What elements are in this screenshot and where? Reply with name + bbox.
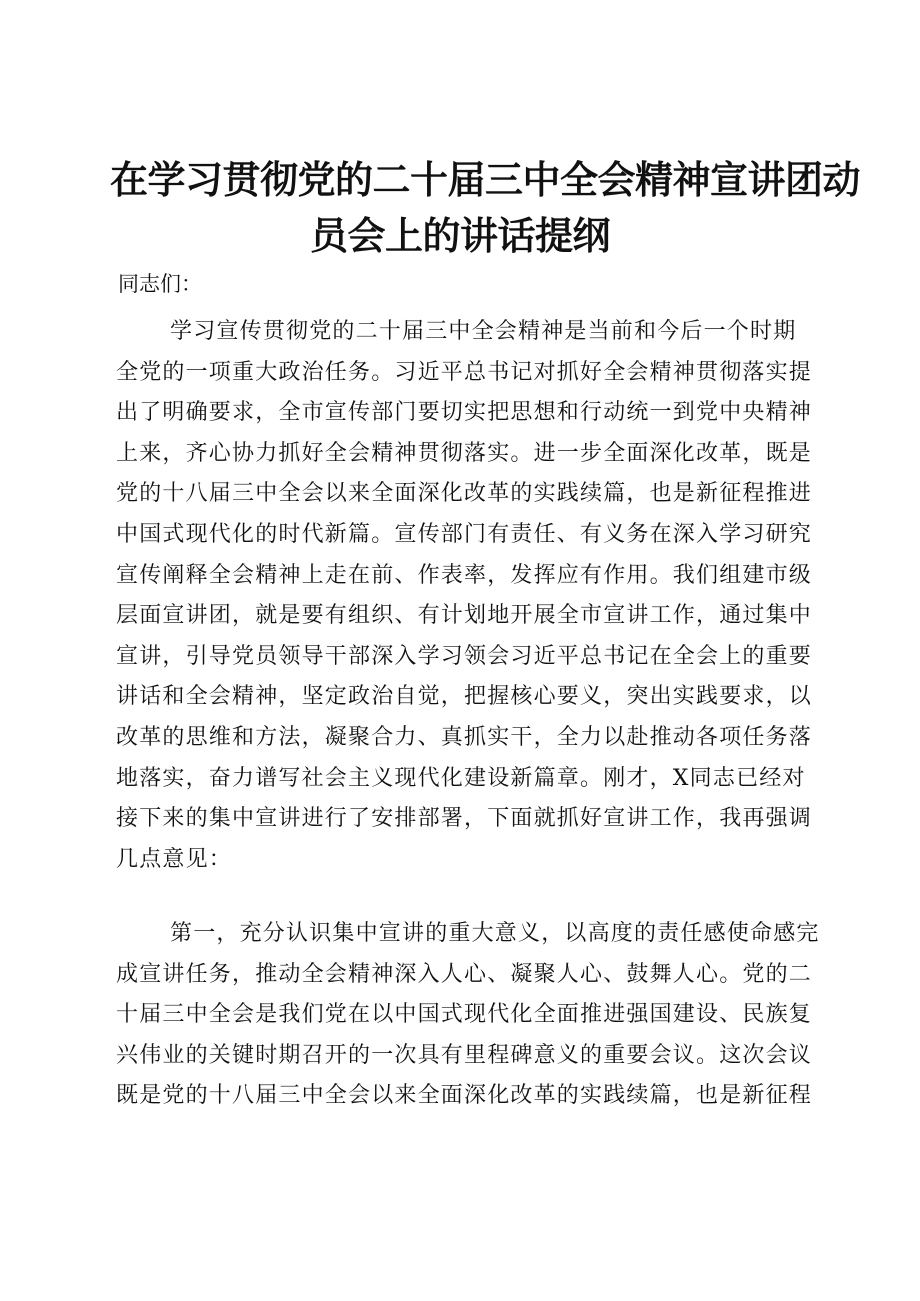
paragraph-line: 兴伟业的关键时期召开的一次具有里程碑意义的重要会议。这次会议 — [116, 1042, 813, 1068]
paragraph-line: 全党的一项重大政治任务。习近平总书记对抓好全会精神贯彻落实提 — [116, 359, 813, 385]
paragraph-line: 十届三中全会是我们党在以中国式现代化全面推进强国建设、民族复 — [116, 1002, 813, 1028]
body-paragraph — [116, 312, 816, 880]
paragraph-line: 党的十八届三中全会以来全面深化改革的实践续篇，也是新征程推进 — [116, 481, 813, 507]
paragraph-line: 上来，齐心协力抓好全会精神贯彻落实。进一步全面深化改革，既是 — [116, 440, 813, 466]
paragraph-line: 层面宣讲团，就是要有组织、有计划地开展全市宣讲工作，通过集中 — [116, 603, 813, 629]
paragraph-line: 改革的思维和方法，凝聚合力、真抓实干，全力以赴推动各项任务落 — [116, 724, 813, 750]
paragraph-line: 几点意见： — [116, 846, 233, 872]
body-paragraph — [116, 914, 820, 1117]
paragraph-line: 出了明确要求，全市宣传部门要切实把思想和行动统一到党中央精神 — [116, 400, 813, 426]
paragraph-line: 接下来的集中宣讲进行了安排部署，下面就抓好宣讲工作，我再强调 — [116, 806, 813, 832]
paragraph-line: 既是党的十八届三中全会以来全面深化改革的实践续篇，也是新征程 — [116, 1083, 813, 1109]
paragraph-line: 宣讲，引导党员领导干部深入学习领会习近平总书记在全会上的重要 — [116, 643, 813, 669]
paragraph-line: 宣传阐释全会精神上走在前、作表率，发挥应有作用。我们组建市级 — [116, 562, 813, 588]
paragraph-line: 学习宣传贯彻党的二十届三中全会精神是当前和今后一个时期 — [170, 319, 797, 344]
title-line: 在学习贯彻党的二十届三中全会精神宣讲团动 — [110, 158, 861, 202]
paragraph-line: 讲话和全会精神，坚定政治自觉，把握核心要义，突出实践要求，以 — [116, 684, 813, 710]
paragraph-line: 地落实，奋力谱写社会主义现代化建设新篇章。刚才，X同志已经对 — [116, 765, 806, 791]
paragraph-line: 成宣讲任务，推动全会精神深入人心、凝聚人心、鼓舞人心。党的二 — [116, 961, 813, 987]
paragraph-line: 第一，充分认识集中宣讲的重大意义，以高度的责任感使命感完 — [170, 921, 820, 946]
paragraph-line: 中国式现代化的时代新篇。宣传部门有责任、有义务在深入学习研究 — [116, 521, 813, 547]
document-title — [110, 152, 861, 264]
salutation: 同志们： — [118, 272, 202, 296]
title-line: 员会上的讲话提纲 — [309, 214, 610, 258]
